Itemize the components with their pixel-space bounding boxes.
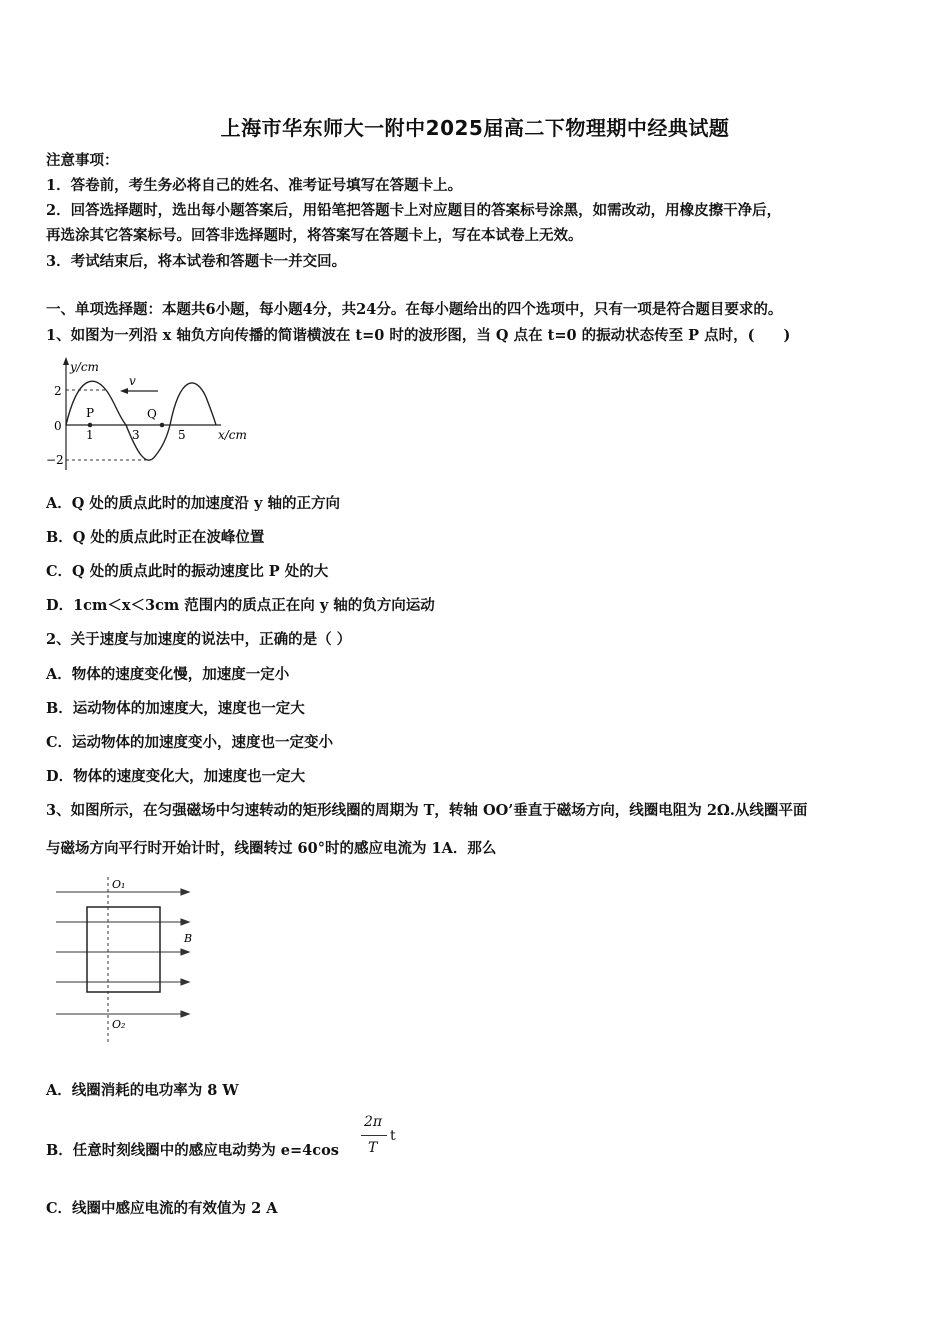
- notice-item-2-cont: 再选涂其它答案标号。回答非选择题时，将答案写在答题卡上，写在本试卷上无效。: [46, 227, 583, 244]
- origin-label: 0: [54, 419, 62, 433]
- q1-stem: 1、如图为一列沿 x 轴负方向传播的简谐横波在 t=0 时的波形图，当 Q 点在 t=0 的振动状态传至 P 点时，( ): [46, 327, 791, 344]
- axis-bottom-label: O₂: [112, 1018, 126, 1031]
- section-heading: 一、单项选择题：本题共6小题，每小题4分，共24分。在每小题给出的四个选项中，只有一项是符合题目要求的。: [46, 301, 783, 318]
- q2-stem: 2、关于速度与加速度的说法中，正确的是（ ）: [46, 631, 352, 648]
- notice-item-2: 2．回答选择题时，选出每小题答案后，用铅笔把答题卡上对应题目的答案标号涂黑，如需改动，用橡皮擦干净后，: [46, 202, 782, 219]
- field-arrow-icon: [181, 1011, 189, 1017]
- q3-stem-line2: 与磁场方向平行时开始计时，线圈转过 60°时的感应电流为 1A．那么: [46, 840, 497, 857]
- page-title: 上海市华东师大一附中2025届高二下物理期中经典试题: [220, 116, 730, 140]
- p-label: P: [86, 406, 95, 420]
- x-tick-1: 1: [86, 428, 94, 442]
- q3-option-a: A．线圈消耗的电功率为 8 W: [46, 1082, 239, 1099]
- y-tick-2: 2: [54, 384, 62, 398]
- fraction-bar: [361, 1135, 387, 1136]
- x-tick-3: 3: [132, 428, 140, 442]
- notice-item-3: 3．考试结束后，将本试卷和答题卡一并交回。: [46, 253, 347, 270]
- field-arrow-icon: [181, 979, 189, 985]
- notice-heading: 注意事项：: [46, 152, 119, 169]
- field-arrow-icon: [181, 949, 189, 955]
- y-axis-arrow-icon: [63, 357, 69, 365]
- q2-option-a: A．物体的速度变化慢，加速度一定小: [46, 666, 290, 683]
- q3-option-b: B．任意时刻线圈中的感应电动势为 e=4cos: [46, 1142, 339, 1159]
- field-label: B: [184, 932, 193, 945]
- y-tick-neg2: −2: [46, 453, 64, 467]
- q3-stem-line1: 3、如图所示，在匀强磁场中匀速转动的矩形线圈的周期为 T，转轴 OO’垂直于磁场方向，线圈电阻为 2Ω.从线圈平面: [46, 802, 808, 819]
- q1-option-a: A．Q 处的质点此时的加速度沿 y 轴的正方向: [46, 495, 340, 512]
- fraction-numerator: 2π: [364, 1114, 383, 1130]
- q3-option-c: C．线圈中感应电流的有效值为 2 A: [46, 1200, 278, 1217]
- q2-option-c: C．运动物体的加速度变小，速度也一定变小: [46, 734, 334, 751]
- velocity-label: v: [129, 374, 136, 388]
- q1-option-d: D．1cm＜x＜3cm 范围内的质点正在向 y 轴的负方向运动: [46, 597, 435, 614]
- field-arrow-icon: [181, 919, 189, 925]
- wave-figure: [46, 355, 261, 475]
- axis-top-label: O₁: [112, 878, 126, 891]
- q3-fraction: [361, 1114, 391, 1164]
- q1-option-c: C．Q 处的质点此时的振动速度比 P 处的大: [46, 563, 329, 580]
- q2-option-b: B．运动物体的加速度大，速度也一定大: [46, 700, 305, 717]
- wave-curve: [66, 381, 216, 460]
- fraction-denominator: T: [368, 1140, 378, 1156]
- q3-frac-variable: t: [390, 1128, 396, 1144]
- x-axis-label: x/cm: [218, 428, 247, 442]
- q-label: Q: [147, 407, 157, 421]
- coil-figure: [52, 872, 202, 1047]
- x-tick-5: 5: [178, 428, 186, 442]
- velocity-arrow-icon: [120, 388, 128, 394]
- point-p: [88, 423, 93, 428]
- q2-option-d: D．物体的速度变化大，加速度也一定大: [46, 768, 306, 785]
- field-arrow-icon: [181, 889, 189, 895]
- notice-item-1: 1．答卷前，考生务必将自己的姓名、准考证号填写在答题卡上。: [46, 177, 463, 194]
- q1-option-b: B．Q 处的质点此时正在波峰位置: [46, 529, 265, 546]
- point-q: [160, 423, 165, 428]
- y-axis-label: y/cm: [70, 360, 99, 374]
- coil-rectangle: [87, 907, 160, 992]
